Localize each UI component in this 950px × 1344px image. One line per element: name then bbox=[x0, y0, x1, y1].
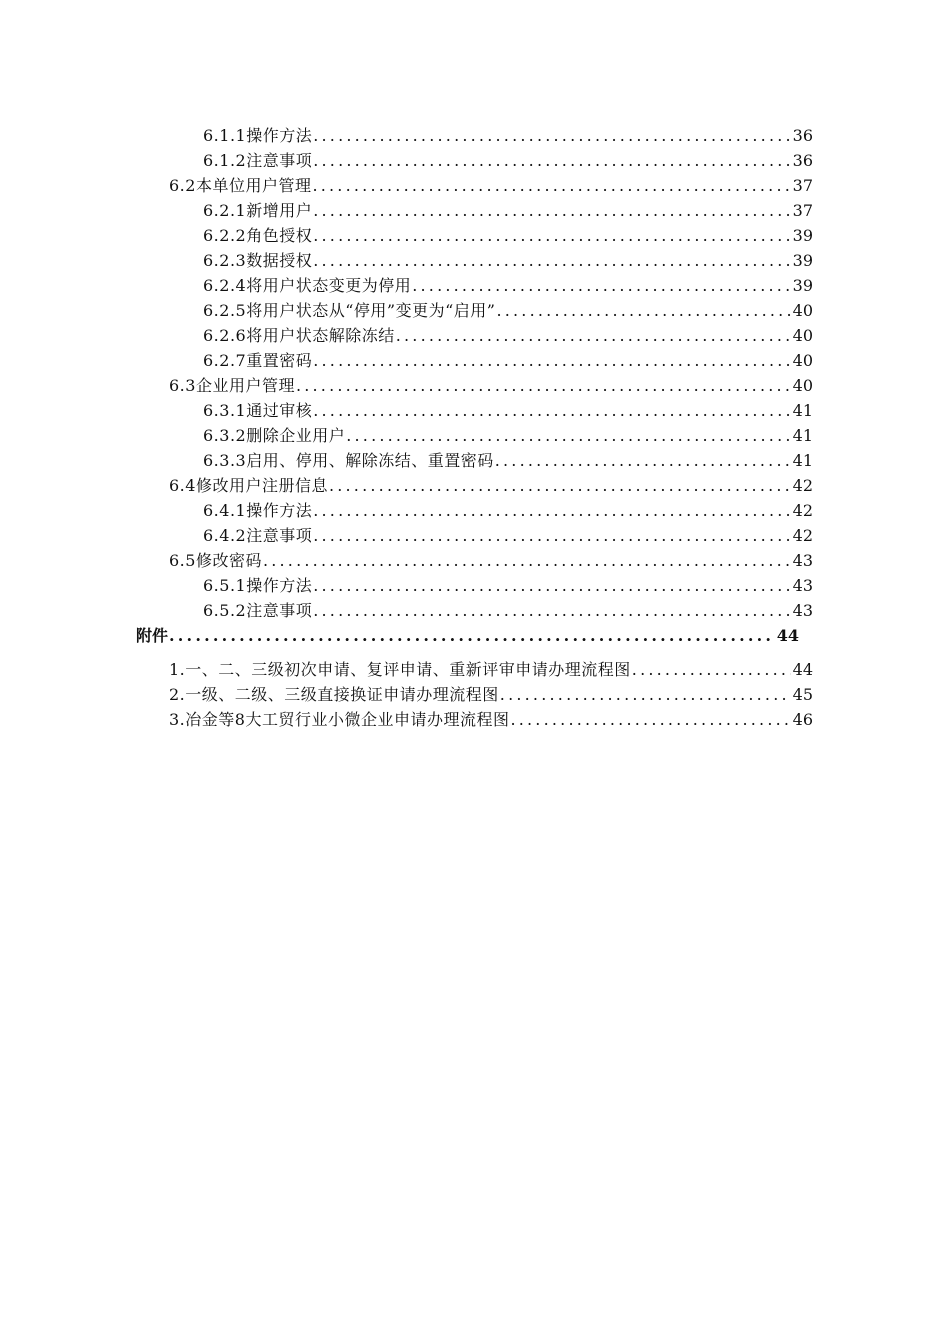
toc-entry-title: 6.4修改用户注册信息 bbox=[169, 476, 328, 495]
toc-entry-title: 6.4.1操作方法 bbox=[203, 501, 313, 520]
toc-entry-title: 6.4.2注意事项 bbox=[203, 526, 313, 545]
toc-entry-6-5-1[interactable] bbox=[203, 573, 813, 598]
toc-page-number: 40 bbox=[792, 326, 813, 345]
toc-entry-title: 6.3.1通过审核 bbox=[203, 401, 313, 420]
toc-page-number: 36 bbox=[792, 126, 813, 145]
toc-dot-leader bbox=[509, 707, 790, 732]
toc-dot-leader bbox=[345, 423, 790, 448]
toc-entry-appendix-1[interactable] bbox=[169, 657, 813, 682]
toc-page-number: 40 bbox=[792, 376, 813, 395]
toc-entry-title: 6.2.2角色授权 bbox=[203, 226, 313, 245]
toc-dot-leader bbox=[631, 657, 791, 682]
toc-entry-title: 6.2.5将用户状态从“停用”变更为“启用” bbox=[203, 301, 496, 320]
toc-entry-title: 6.5.1操作方法 bbox=[203, 576, 313, 595]
toc-page-number: 40 bbox=[792, 301, 813, 320]
toc-dot-leader bbox=[312, 348, 790, 373]
toc-page-number: 40 bbox=[792, 351, 813, 370]
toc-entry-6-4-2[interactable] bbox=[203, 523, 813, 548]
toc-dot-leader bbox=[312, 198, 790, 223]
toc-dot-leader bbox=[395, 323, 791, 348]
toc-dot-leader bbox=[312, 573, 790, 598]
toc-dot-leader bbox=[411, 273, 790, 298]
toc-dot-leader bbox=[312, 598, 790, 623]
toc-page-number: 36 bbox=[792, 151, 813, 170]
toc-entry-6-3-3[interactable] bbox=[203, 448, 813, 473]
toc-dot-leader bbox=[312, 498, 790, 523]
toc-page-number: 45 bbox=[792, 685, 813, 704]
toc-dot-leader bbox=[495, 298, 790, 323]
toc-dot-leader bbox=[168, 623, 775, 648]
toc-dot-leader bbox=[295, 373, 791, 398]
toc-dot-leader bbox=[312, 123, 790, 148]
toc-entry-title: 2.一级、二级、三级直接换证申请办理流程图 bbox=[169, 685, 499, 704]
toc-page-number: 44 bbox=[792, 660, 813, 679]
toc-entry-6-2-1[interactable] bbox=[203, 198, 813, 223]
toc-entry-title: 6.1.2注意事项 bbox=[203, 151, 313, 170]
toc-entry-title: 6.2.3数据授权 bbox=[203, 251, 313, 270]
toc-entry-appendix-3[interactable] bbox=[169, 707, 813, 732]
toc-entry-6-3[interactable] bbox=[169, 373, 813, 398]
toc-page-number: 39 bbox=[792, 226, 813, 245]
toc-page-number: 43 bbox=[792, 601, 813, 620]
toc-entry-6-2-6[interactable] bbox=[203, 323, 813, 348]
toc-entry-6-3-2[interactable] bbox=[203, 423, 813, 448]
toc-entry-6-2-7[interactable] bbox=[203, 348, 813, 373]
toc-entry-6-5[interactable] bbox=[169, 548, 813, 573]
toc-entry-6-4[interactable] bbox=[169, 473, 813, 498]
toc-entry-title: 6.5修改密码 bbox=[169, 551, 262, 570]
toc-page-number: 42 bbox=[792, 476, 813, 495]
toc-entry-title: 6.5.2注意事项 bbox=[203, 601, 313, 620]
toc-entry-appendix-2[interactable] bbox=[169, 682, 813, 707]
toc-dot-leader bbox=[262, 548, 791, 573]
toc-page-number: 44 bbox=[776, 626, 799, 645]
toc-entry-6-2-2[interactable] bbox=[203, 223, 813, 248]
toc-entry-6-2[interactable] bbox=[169, 173, 813, 198]
toc-page-number: 41 bbox=[792, 451, 813, 470]
toc-entry-6-1-2[interactable] bbox=[203, 148, 813, 173]
toc-entry-6-5-2[interactable] bbox=[203, 598, 813, 623]
toc-dot-leader bbox=[312, 398, 790, 423]
toc-entry-title: 6.2.7重置密码 bbox=[203, 351, 313, 370]
toc-entry-appendix[interactable] bbox=[136, 623, 799, 648]
toc-entry-title: 6.2.4将用户状态变更为停用 bbox=[203, 276, 412, 295]
toc-entry-6-2-3[interactable] bbox=[203, 248, 813, 273]
section-spacer bbox=[0, 648, 950, 657]
toc-entry-title: 6.2本单位用户管理 bbox=[169, 176, 312, 195]
toc-dot-leader bbox=[494, 448, 791, 473]
toc-page-number: 43 bbox=[792, 551, 813, 570]
toc-entry-6-1-1[interactable] bbox=[203, 123, 813, 148]
toc-page-number: 41 bbox=[792, 426, 813, 445]
toc-dot-leader bbox=[312, 148, 790, 173]
toc-entry-title: 附件 bbox=[136, 626, 169, 645]
toc-entry-title: 6.2.6将用户状态解除冻结 bbox=[203, 326, 395, 345]
toc-dot-leader bbox=[312, 523, 790, 548]
toc-page-number: 42 bbox=[792, 501, 813, 520]
toc-page-number: 46 bbox=[792, 710, 813, 729]
toc-entry-6-4-1[interactable] bbox=[203, 498, 813, 523]
toc-page-number: 39 bbox=[792, 276, 813, 295]
toc-entry-title: 3.冶金等8大工贸行业小微企业申请办理流程图 bbox=[169, 710, 510, 729]
toc-entry-6-2-5[interactable] bbox=[203, 298, 813, 323]
toc-entry-title: 1.一、二、三级初次申请、复评申请、重新评审申请办理流程图 bbox=[169, 660, 631, 679]
toc-entry-6-3-1[interactable] bbox=[203, 398, 813, 423]
toc-dot-leader bbox=[328, 473, 791, 498]
toc-dot-leader bbox=[499, 682, 791, 707]
toc-page-number: 43 bbox=[792, 576, 813, 595]
toc-dot-leader bbox=[312, 223, 790, 248]
toc-entry-title: 6.3.2删除企业用户 bbox=[203, 426, 346, 445]
toc-page-number: 42 bbox=[792, 526, 813, 545]
toc-entry-title: 6.1.1操作方法 bbox=[203, 126, 313, 145]
toc-entry-6-2-4[interactable] bbox=[203, 273, 813, 298]
toc-page-number: 39 bbox=[792, 251, 813, 270]
toc-dot-leader bbox=[311, 173, 790, 198]
toc-entry-title: 6.2.1新增用户 bbox=[203, 201, 313, 220]
toc-dot-leader bbox=[312, 248, 790, 273]
toc-entry-title: 6.3企业用户管理 bbox=[169, 376, 295, 395]
toc-page-number: 37 bbox=[792, 201, 813, 220]
toc-page-number: 37 bbox=[792, 176, 813, 195]
toc-entry-title: 6.3.3启用、停用、解除冻结、重置密码 bbox=[203, 451, 494, 470]
toc-page-number: 41 bbox=[792, 401, 813, 420]
table-of-contents bbox=[0, 123, 950, 732]
